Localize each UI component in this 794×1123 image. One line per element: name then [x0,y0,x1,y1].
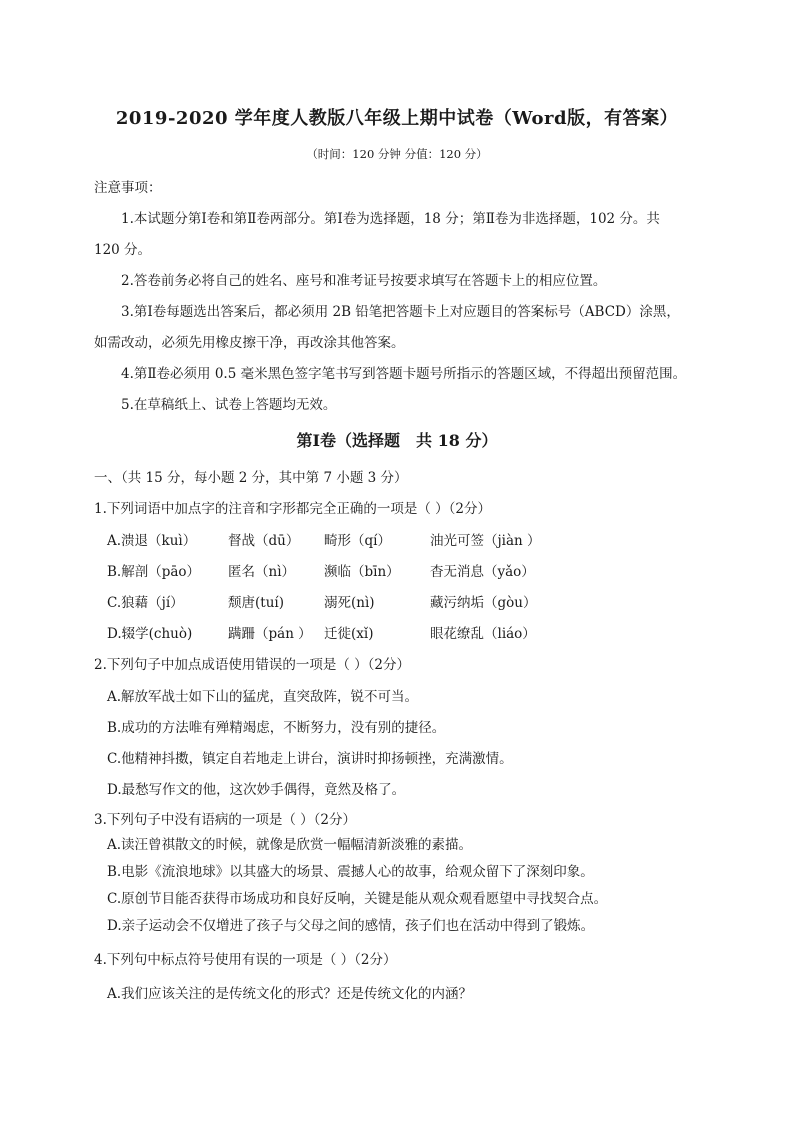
option-cell: 畸形（qí） [324,533,391,549]
notes-item: 120 分。 [94,242,152,258]
question-3-option: B.电影《流浪地球》以其盛大的场景、震撼人心的故事，给观众留下了深刻印象。 [107,864,594,880]
part-one-heading: 一、（共 15 分，每小题 2 分，其中第 7 小题 3 分） [94,470,408,486]
question-4-option: A.我们应该关注的是传统文化的形式？还是传统文化的内涵？ [107,986,473,1002]
option-cell: D.辍学(chuò) [107,626,193,642]
question-3-option: C.原创节目能否获得市场成功和良好反响，关键是能从观众观看愿望中寻找契合点。 [107,891,608,907]
notes-item: 如需改动，必须先用橡皮擦干净，再改涂其他答案。 [94,335,405,351]
option-cell: 藏污纳垢（gòu） [430,595,537,611]
option-cell: 迁徙(xǐ) [324,626,374,642]
option-cell: 匿名（nì） [228,564,296,580]
option-cell: 颓唐(tuí) [228,595,284,611]
section-title: 第Ⅰ卷（选择题 共 18 分） [296,431,498,450]
option-cell: B.解剖（pāo） [107,564,201,580]
question-1-option-row [107,622,536,642]
notes-item: 3.第Ⅰ卷每题选出答案后，都必须用 2B 铅笔把答题卡上对应题目的答案标号（ABCD）涂黑， [121,304,680,320]
question-4-stem: 4.下列句中标点符号使用有误的一项是（ ）（2分） [94,952,397,968]
option-cell: 溺死(nì) [324,595,375,611]
option-cell: 油光可签（jiàn ） [430,533,541,549]
exam-duration-score: （时间：120 分钟 分值：120 分） [306,147,488,161]
question-2-option: C.他精神抖擞，镇定自若地走上讲台，演讲时抑扬顿挫，充满激情。 [107,751,513,767]
question-1-stem: 1.下列词语中加点字的注音和字形都完全正确的一项是（ ）（2分） [94,501,492,517]
question-1-option-row [107,560,535,580]
question-2-stem: 2.下列句子中加点成语使用错误的一项是（ ）（2分） [94,657,411,673]
notes-heading: 注意事项： [94,180,162,196]
question-3-option: A.读汪曾祺散文的时候，就像是欣赏一幅幅清新淡雅的素描。 [107,837,473,853]
option-cell: 眼花缭乱（liáo） [430,626,536,642]
option-cell: 杳无消息（yǎo） [430,564,535,580]
notes-item: 4.第Ⅱ卷必须用 0.5 毫米黑色签字笔书写到答题卡题号所指示的答题区域，不得超出预留范围。 [121,366,687,382]
notes-item: 2.答卷前务必将自己的姓名、座号和准考证号按要求填写在答题卡上的相应位置。 [121,273,607,289]
option-cell: 督战（dū） [228,533,300,549]
option-cell: 蹒跚（pán ） [228,626,312,642]
question-2-option: B.成功的方法唯有殚精竭虑，不断努力，没有别的捷径。 [107,720,446,736]
question-1-option-row [107,529,541,549]
question-1-option-row [107,591,536,611]
option-cell: C.狼藉（jí） [107,595,184,611]
question-3-option: D.亲子运动会不仅增进了孩子与父母之间的感情，孩子们也在活动中得到了锻炼。 [107,918,595,934]
option-cell: A.溃退（kuì） [107,533,197,549]
question-2-option: D.最愁写作文的他，这次妙手偶得，竟然及格了。 [107,782,406,798]
notes-item: 1.本试题分第Ⅰ卷和第Ⅱ卷两部分。第Ⅰ卷为选择题，18 分；第Ⅱ卷为非选择题，102 分。共 [121,211,660,227]
question-3-stem: 3.下列句子中没有语病的一项是（ ）（2分） [94,812,357,828]
question-2-option: A.解放军战士如下山的猛虎，直突敌阵，锐不可当。 [107,689,419,705]
option-cell: 濒临（bīn） [324,564,400,580]
page-title: 2019-2020 学年度人教版八年级上期中试卷（Word版，有答案） [115,108,679,129]
notes-item: 5.在草稿纸上、试卷上答题均无效。 [121,397,337,413]
